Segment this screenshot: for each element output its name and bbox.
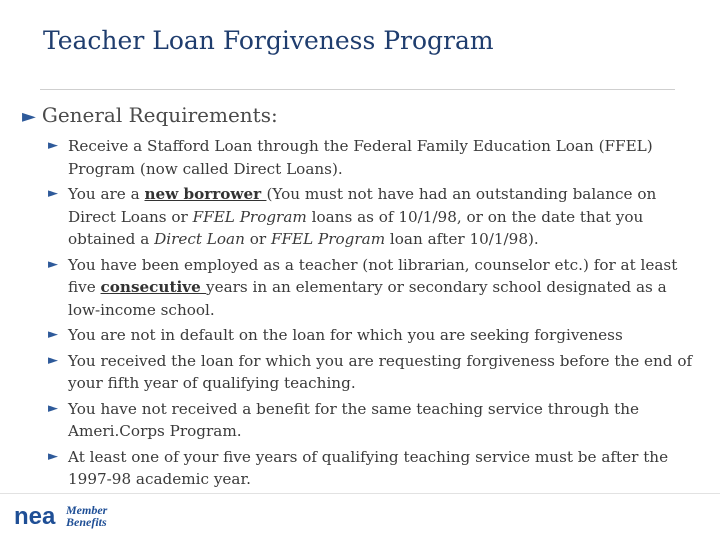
requirement-text: loan after 10/1/98). [385,230,539,248]
emphasis-italic: FFEL Program [270,230,386,248]
bullet-arrow-icon: ► [48,352,58,368]
section-heading [22,103,278,127]
heading-text: General Requirements: [41,103,278,127]
list-item [48,324,693,347]
requirement-text: You are not in default on the loan for which you are seeking forgiveness [68,326,623,344]
requirement-text: You are a [68,185,145,203]
list-item [48,398,693,443]
requirement-text: or [244,230,271,248]
list-item [48,135,693,180]
logo-line2: Benefits [66,515,107,529]
slide-title: Teacher Loan Forgiveness Program [43,26,494,55]
title-divider [40,89,675,90]
footer-divider [0,493,720,494]
requirement-text: You have been employed as a teacher (not librarian, counselor etc.) for at least five [68,255,678,296]
requirement-text: (You must not have had an outstanding balance on Direct Loans or [68,185,657,226]
requirement-text: You received the loan for which you are requesting forgiveness before the end of your fifth year of qualifying teaching. [68,351,693,392]
emphasis-new-borrower: new borrower [144,185,267,203]
heading-arrow-icon: ► [22,106,36,127]
bullet-arrow-icon: ► [48,138,58,153]
requirement-text: You have not received a benefit for the same teaching service through the Ameri.Corps Program. [68,399,639,440]
bullet-arrow-icon: ► [48,448,58,464]
emphasis-consecutive: consecutive [100,278,207,296]
logo-nea-text: nea [14,503,56,530]
requirement-text: Receive a Stafford Loan through the Federal Family Education Loan (FFEL) Program (now called Direct Loans). [68,137,653,178]
requirements-list [48,135,693,494]
requirement-text: At least one of your five years of qualifying teaching service must be after the 1997-98 academic year. [68,447,669,488]
list-item [48,350,693,395]
requirement-text: years in an elementary or secondary school designated as a low-income school. [68,278,667,319]
bullet-arrow-icon: ► [48,256,58,272]
bullet-arrow-icon: ► [48,400,58,416]
logo-line1: Member [66,503,108,517]
emphasis-italic: Direct Loan [154,230,245,248]
requirement-text: loans as of 10/1/98, or on the date that you obtained a [68,207,644,248]
bullet-arrow-icon: ► [48,186,58,201]
list-item [48,183,693,251]
list-item [48,254,693,322]
bullet-arrow-icon: ► [48,327,58,342]
emphasis-italic: FFEL Program [192,207,307,226]
nea-member-benefits-logo [14,502,124,530]
list-item [48,446,693,491]
